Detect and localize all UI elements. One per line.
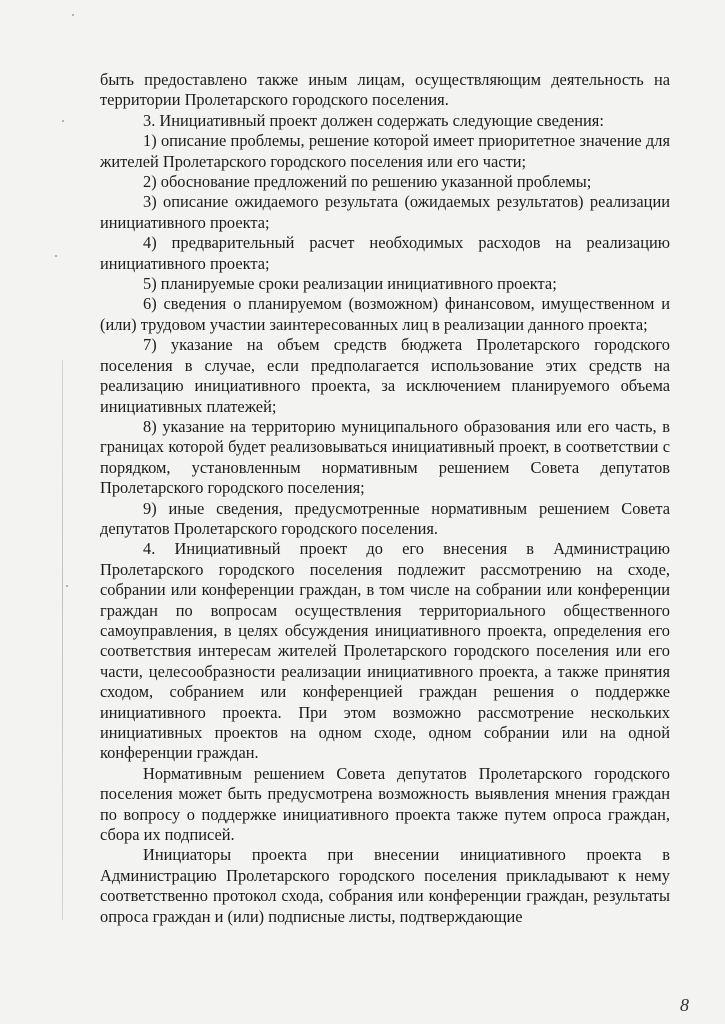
paragraph: Инициаторы проекта при внесении инициативного проекта в Администрацию Пролетарского городского поселения прикладывают к нему соответственно протокол схода, собрания или конференции граждан, результаты опроса граждан и (или) подписные листы, подтверждающие: [100, 845, 670, 926]
paragraph: 8) указание на территорию муниципального образования или его часть, в границах которой будет реализовываться инициативный проект, в соответствии с порядком, установленным нормативным решением Совета депутатов Пролетарского городского поселения;: [100, 416, 670, 498]
scan-speck: [55, 255, 57, 257]
document-body: [100, 70, 670, 927]
paragraph: 7) указание на объем средств бюджета Пролетарского городского поселения в случае, если предполагается использование этих средств на реализацию инициативного проекта, за исключением планируемого объема инициативных платежей;: [100, 335, 670, 416]
paragraph: 3. Инициативный проект должен содержать следующие сведения:: [143, 110, 604, 130]
paragraph: Нормативным решением Совета депутатов Пролетарского городского поселения может быть предусмотрена возможность выявления мнения граждан по вопросу о поддержке инициативного проекта также путем опроса граждан, сбора их подписей.: [100, 763, 670, 845]
paragraph: 4) предварительный расчет необходимых расходов на реализацию инициативного проекта;: [100, 233, 670, 273]
scan-edge-line: [62, 360, 63, 920]
paragraph: 1) описание проблемы, решение которой имеет приоритетное значение для жителей Пролетарского городского поселения или его части;: [100, 131, 670, 171]
paragraph: 2) обоснование предложений по решению указанной проблемы;: [143, 172, 592, 192]
paragraph: 4. Инициативный проект до его внесения в Администрацию Пролетарского городского поселения подлежит рассмотрению на сходе, собрании или конференции граждан, в том числе на собрании или конференции граждан по вопросам осуществления территориального общественного самоуправления, в целях обсуждения инициативного проекта, определения его соответствия интересам жителей Пролетарского городского поселения или его части, целесообразности реализации инициативного проекта, а также принятия сходом, собранием или конференцией граждан решения о поддержке инициативного проекта. При этом возможно рассмотрение нескольких инициативных проектов на одном сходе, одном собрании или на одной конференции граждан.: [100, 539, 670, 763]
scan-speck: [62, 120, 64, 122]
paragraph: 6) сведения о планируемом (возможном) финансовом, имущественном и (или) трудовом участии заинтересованных лиц в реализации данного проекта;: [100, 294, 670, 334]
scan-speck: [66, 585, 68, 587]
paragraph: 3) описание ожидаемого результата (ожидаемых результатов) реализации инициативного проекта;: [100, 192, 670, 232]
scan-speck: [72, 14, 74, 16]
page-number: 8: [680, 995, 689, 1015]
paragraph: быть предоставлено также иным лицам, осуществляющим деятельность на территории Пролетарского городского поселения.: [100, 70, 670, 110]
paragraph: 5) планируемые сроки реализации инициативного проекта;: [143, 274, 557, 294]
paragraph: 9) иные сведения, предусмотренные нормативным решением Совета депутатов Пролетарского городского поселения.: [100, 498, 670, 538]
